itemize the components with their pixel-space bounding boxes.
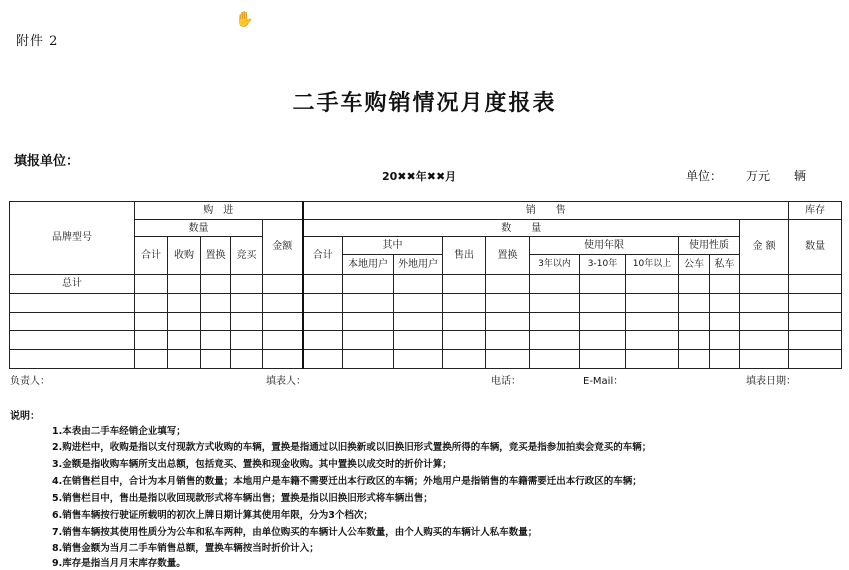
table-cell[interactable]: [231, 312, 263, 331]
table-cell[interactable]: [580, 274, 626, 293]
table-cell[interactable]: [10, 312, 135, 331]
table-row: [10, 350, 842, 369]
table-cell[interactable]: [263, 274, 303, 293]
table-cell[interactable]: [394, 331, 443, 350]
sales-header: 销 售: [303, 202, 789, 220]
years-used-header: 使用年限: [530, 237, 679, 255]
note-item: 1.本表由二手车经销企业填写；: [52, 426, 186, 437]
local-user-header: 本地用户: [343, 255, 394, 275]
table-cell[interactable]: [679, 331, 710, 350]
note-item: 3.金额是指收购车辆所支出总额，包括竞买、置换和现金收购。其中置换以成交时的折价计算；: [52, 459, 452, 470]
table-cell[interactable]: [740, 331, 789, 350]
table-cell[interactable]: [343, 331, 394, 350]
table-cell[interactable]: [740, 274, 789, 293]
table-cell[interactable]: [303, 274, 343, 293]
table-cell[interactable]: [394, 293, 443, 312]
note-item: 5.销售栏目中，售出是指以收回现款形式将车辆出售；置换是指以旧换旧形式将车辆出售；: [52, 493, 433, 504]
table-cell[interactable]: [530, 331, 580, 350]
table-cell[interactable]: [710, 331, 740, 350]
table-cell[interactable]: [168, 350, 201, 369]
table-cell[interactable]: [394, 350, 443, 369]
table-cell[interactable]: [10, 331, 135, 350]
table-cell[interactable]: [443, 350, 486, 369]
sell-header: 售出: [443, 237, 486, 275]
table-cell[interactable]: [10, 350, 135, 369]
table-cell[interactable]: [626, 331, 679, 350]
purchase-quantity-header: 数量: [135, 219, 263, 237]
table-cell[interactable]: [679, 312, 710, 331]
note-item: 6.销售车辆按行驶证所载明的初次上牌日期计算其使用年限，分为3个档次；: [52, 510, 373, 521]
table-cell[interactable]: [231, 350, 263, 369]
table-cell[interactable]: [135, 350, 168, 369]
table-cell[interactable]: [710, 293, 740, 312]
sales-quantity-header: 数 量: [303, 219, 740, 237]
table-cell[interactable]: [443, 274, 486, 293]
table-cell[interactable]: [740, 350, 789, 369]
among-header: 其中: [343, 237, 443, 255]
unit-label: 单位：: [686, 169, 723, 183]
table-cell[interactable]: [135, 293, 168, 312]
years-gt10-header: 10年以上: [626, 255, 679, 275]
table-cell[interactable]: [168, 312, 201, 331]
private-header: 私车: [710, 255, 740, 275]
brand-model-header: 品牌型号: [10, 202, 135, 275]
attachment-label: 附件 2: [16, 34, 59, 49]
public-header: 公车: [679, 255, 710, 275]
years-lt3-header: 3年以内: [530, 255, 580, 275]
table-cell[interactable]: [394, 274, 443, 293]
table-cell[interactable]: [231, 293, 263, 312]
buy-header: 收购: [168, 237, 201, 275]
table-cell[interactable]: [789, 331, 842, 350]
table-cell[interactable]: [443, 293, 486, 312]
table-cell[interactable]: [679, 274, 710, 293]
exchange-header: 置换: [201, 237, 231, 275]
table-cell[interactable]: [343, 293, 394, 312]
note-item: 8.销售金额为当月二手车销售总额，置换车辆按当时折价计入；: [52, 543, 319, 554]
table-cell[interactable]: [626, 274, 679, 293]
table-cell[interactable]: [168, 293, 201, 312]
table-cell[interactable]: [626, 293, 679, 312]
table-cell[interactable]: [679, 293, 710, 312]
table-cell[interactable]: [168, 331, 201, 350]
table-cell[interactable]: [343, 312, 394, 331]
table-cell[interactable]: [231, 274, 263, 293]
fill-date-label: 填表日期：: [746, 376, 796, 387]
sales-total-header: 合计: [303, 237, 343, 275]
unit-car: 辆: [794, 169, 807, 183]
table-cell[interactable]: [789, 274, 842, 293]
table-cell[interactable]: [626, 312, 679, 331]
table-row: [10, 312, 842, 331]
table-cell[interactable]: [789, 293, 842, 312]
table-cell[interactable]: [135, 274, 168, 293]
page-title: 二手车购销情况月度报表: [292, 91, 557, 116]
table-cell[interactable]: [10, 293, 135, 312]
table-cell[interactable]: [168, 274, 201, 293]
table-cell[interactable]: [740, 293, 789, 312]
table-cell[interactable]: [201, 331, 231, 350]
filler-label: 填表人：: [266, 376, 306, 387]
hand-cursor-icon: ✋: [235, 10, 254, 28]
report-table: [9, 201, 842, 369]
table-cell[interactable]: [530, 293, 580, 312]
table-row: [10, 293, 842, 312]
unit-money: 万元: [746, 169, 771, 183]
table-cell[interactable]: [443, 331, 486, 350]
stock-quantity-header: 数量: [789, 219, 842, 274]
table-cell[interactable]: [343, 350, 394, 369]
note-item: 9.库存是指当月月末库存数量。: [52, 558, 186, 569]
fill-unit-label: 填报单位：: [14, 154, 80, 169]
table-cell[interactable]: [343, 274, 394, 293]
table-cell[interactable]: [679, 350, 710, 369]
note-item: 7.销售车辆按其使用性质分为公车和私车两种，由单位购买的车辆计人公车数量，由个人购买的车辆计人私车数量；: [52, 527, 538, 538]
table-cell[interactable]: [740, 312, 789, 331]
phone-label: 电话：: [491, 376, 521, 387]
notes-heading: 说明：: [10, 411, 40, 422]
table-cell[interactable]: [201, 312, 231, 331]
table-cell[interactable]: [580, 312, 626, 331]
table-cell[interactable]: [443, 312, 486, 331]
auction-header: 竞买: [231, 237, 263, 275]
sales-exchange-header: 置换: [486, 237, 530, 275]
table-cell[interactable]: [201, 350, 231, 369]
table-cell[interactable]: [626, 350, 679, 369]
email-label: E-Mail：: [583, 376, 624, 387]
table-cell[interactable]: [135, 331, 168, 350]
usage-nature-header: 使用性质: [679, 237, 740, 255]
sales-amount-header: 金 额: [740, 219, 789, 274]
table-cell[interactable]: [580, 350, 626, 369]
table-cell[interactable]: [486, 274, 530, 293]
table-cell[interactable]: [263, 350, 303, 369]
responsible-label: 负责人：: [10, 376, 50, 387]
outside-user-header: 外地用户: [394, 255, 443, 275]
table-cell[interactable]: [486, 293, 530, 312]
table-cell[interactable]: [580, 293, 626, 312]
table-cell[interactable]: [303, 293, 343, 312]
table-cell[interactable]: [486, 312, 530, 331]
table-cell[interactable]: [710, 274, 740, 293]
note-item: 2.购进栏中，收购是指以支付现款方式收购的车辆，置换是指通过以旧换新或以旧换旧形式置换所得的车辆，竞买是指参加拍卖会竞买的车辆；: [52, 442, 652, 453]
table-cell[interactable]: [303, 312, 343, 331]
stock-header: 库存: [789, 202, 842, 220]
purchase-total-header: 合计: [135, 237, 168, 275]
table-row: [10, 331, 842, 350]
table-cell[interactable]: [530, 350, 580, 369]
table-cell[interactable]: [303, 331, 343, 350]
table-cell[interactable]: [263, 331, 303, 350]
table-cell[interactable]: [201, 274, 231, 293]
note-item: 4.在销售栏目中，合计为本月销售的数量；本地用户是车籍不需要迁出本行政区的车辆；外地用户是指销售的车籍需要迁出本行政区的车辆；: [52, 476, 642, 487]
table-cell[interactable]: [135, 312, 168, 331]
table-cell[interactable]: [303, 350, 343, 369]
table-cell[interactable]: [530, 274, 580, 293]
table-cell[interactable]: [201, 293, 231, 312]
table-cell[interactable]: [710, 312, 740, 331]
table-cell[interactable]: [530, 312, 580, 331]
purchase-amount-header: 金额: [263, 219, 303, 274]
table-cell[interactable]: [580, 331, 626, 350]
table-cell[interactable]: [394, 312, 443, 331]
table-cell[interactable]: [710, 350, 740, 369]
years-3to10-header: 3-10年: [580, 255, 626, 275]
table-cell[interactable]: [486, 331, 530, 350]
table-cell[interactable]: [263, 293, 303, 312]
purchase-header: 购 进: [135, 202, 303, 220]
table-cell[interactable]: [231, 331, 263, 350]
table-cell[interactable]: [789, 350, 842, 369]
report-period: 20✖✖年✖✖月: [382, 170, 457, 183]
table-cell[interactable]: [486, 350, 530, 369]
grand-total-label: 总计: [10, 274, 135, 293]
table-cell[interactable]: [789, 312, 842, 331]
table-row: [10, 274, 842, 293]
table-cell[interactable]: [263, 312, 303, 331]
